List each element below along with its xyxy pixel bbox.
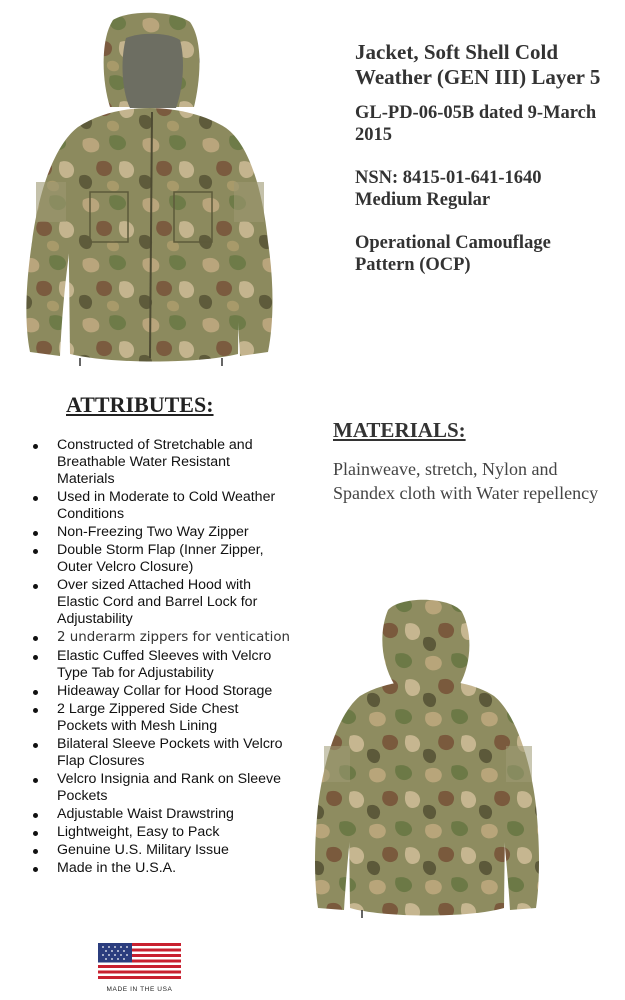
list-item: 2 Large Zippered Side Chest Pockets with Mesh Lining: [30, 701, 290, 735]
product-title: Jacket, Soft Shell Cold Weather (GEN III) Layer 5: [355, 40, 601, 89]
nsn-line: [355, 167, 610, 211]
list-item: Velcro Insignia and Rank on Sleeve Pockets: [30, 771, 290, 805]
pattern-line: Operational Camouflage Pattern (OCP): [355, 233, 551, 275]
list-item: Non-Freezing Two Way Zipper: [30, 524, 290, 541]
attributes-heading: ATTRIBUTES:: [66, 392, 214, 417]
spec-line: GL-PD-06-05B dated 9-March 2015: [355, 103, 597, 145]
made-in-usa-text: MADE IN THE USA: [106, 986, 173, 993]
list-item: Over sized Attached Hood with Elastic Cord and Barrel Lock for Adjustability: [30, 577, 290, 628]
list-item: Adjustable Waist Drawstring: [30, 806, 290, 823]
list-item: Bilateral Sleeve Pockets with Velcro Flap Closures: [30, 736, 290, 770]
size-line: Medium Regular: [355, 190, 491, 210]
list-item: Elastic Cuffed Sleeves with Velcro Type Tab for Adjustability: [30, 648, 290, 682]
list-item: Constructed of Stretchable and Breathable Water Resistant Materials: [30, 437, 290, 488]
list-item: Made in the U.S.A.: [30, 860, 290, 877]
list-item: Used in Moderate to Cold Weather Conditions: [30, 489, 290, 523]
back-jacket-image: [310, 596, 545, 921]
list-item: Genuine U.S. Military Issue: [30, 842, 290, 859]
materials-text: Plainweave, stretch, Nylon and Spandex cloth with Water repellency: [333, 459, 599, 503]
nsn-number: NSN: 8415-01-641-1640: [355, 168, 542, 188]
made-in-usa-flag-logo: [92, 943, 187, 995]
materials-heading: MATERIALS:: [333, 418, 466, 442]
attributes-list: [30, 437, 290, 878]
list-item: 2 underarm zippers for ventication: [30, 629, 290, 647]
front-jacket-image: [18, 12, 280, 368]
title-block: [355, 40, 610, 276]
list-item: Double Storm Flap (Inner Zipper, Outer Velcro Closure): [30, 542, 290, 576]
list-item: Hideaway Collar for Hood Storage: [30, 683, 290, 700]
list-item: Lightweight, Easy to Pack: [30, 824, 290, 841]
